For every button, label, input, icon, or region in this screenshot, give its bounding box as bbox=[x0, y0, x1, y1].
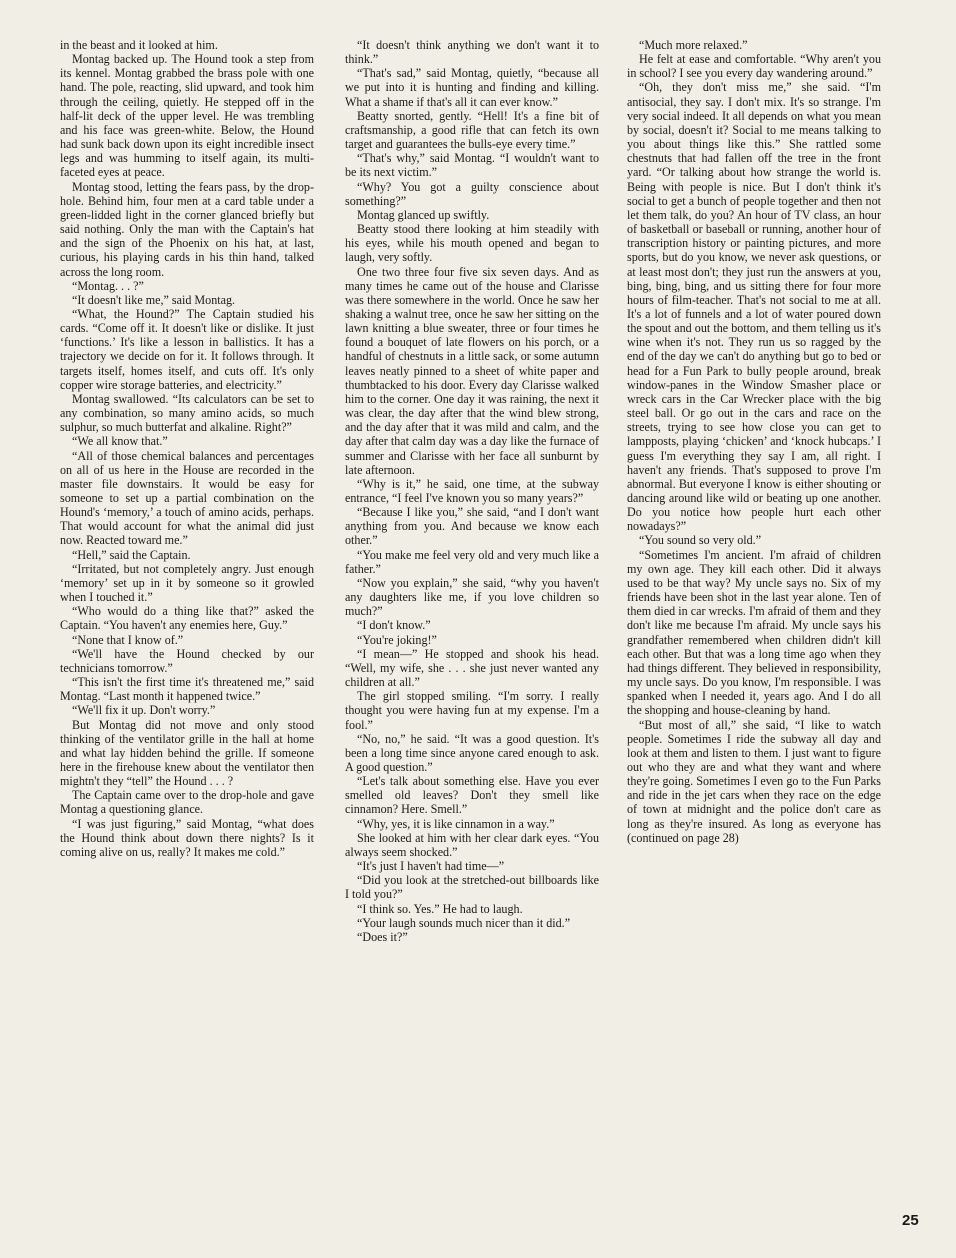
paragraph: “It doesn't like me,” said Montag. bbox=[72, 292, 236, 307]
paragraph: One two three four five six seven days. And as many times he came out of the house and Clarisse was there somewhere in the world. Once he saw her shaking a walnut tree, once he saw her sitting on the lawn knitting a blue sweater, three or four times he found a bouquet of late flowers on his porch, or a handful of chestnuts in a little sack, or some autumn leaves neatly pinned to a sheet of white paper and thumbtacked to his door. Every day Clarisse walked him to the corner. One day it was raining, the next it was clear, the day after that the wind blew strong, and the day after that it was mild and calm, and the day after that calm day was a day like the furnace of summer and Clarisse with her face all sunburnt by late afternoon. bbox=[345, 264, 599, 477]
paragraph: “What, the Hound?” The Captain studied his cards. “Come off it. It doesn't like or dislike. It just ‘functions.’ It's like a lesson in ballistics. It has a trajectory we decide on for it. It follows through. It targets itself, homes itself, and cuts off. It's only copper wire storage batteries, and electricity.” bbox=[60, 306, 314, 392]
paragraph: “Let's talk about something else. Have you ever smelled old leaves? Don't they smell like cinnamon? Here. Smell.” bbox=[345, 774, 599, 817]
paragraph: “I think so. Yes.” He had to laugh. bbox=[357, 901, 523, 916]
paragraph: “But most of all,” she said, “I like to watch people. Sometimes I ride the subway all day and look at them and listen to them. I just want to figure out who they are and what they want and where they're going. Sometimes I even go to the Fun Parks and ride in the jet cars when they race on the edge of town at midnight and the police don't care as long as they're insured. As long as everyone has (continued on page 28) bbox=[627, 717, 881, 845]
paragraph: Montag stood, letting the fears pass, by the drop-hole. Behind him, four men at a card table under a green-lidded light in the corner glanced briefly but said nothing. Only the man with the Captain's hat and the sign of the Phoenix on his hat, at last, curious, his playing cards in his thin hand, talked across the long room. bbox=[60, 179, 314, 279]
paragraph: “Because I like you,” she said, “and I don't want anything from you. And because we know each other.” bbox=[345, 505, 599, 548]
paragraph: “I was just figuring,” said Montag, “what does the Hound think about down there nights? Is it coming alive on us, really? It makes me cold.” bbox=[60, 816, 314, 859]
paragraph: Beatty snorted, gently. “Hell! It's a fine bit of craftsmanship, a good rifle that can fetch its own target and guarantees the bulls-eye every time.” bbox=[345, 108, 599, 152]
paragraph: “I mean—” He stopped and shook his head. “Well, my wife, she . . . she just never wanted any children at all.” bbox=[345, 646, 599, 690]
paragraph: “We all know that.” bbox=[72, 434, 168, 449]
paragraph: “Now you explain,” she said, “why you haven't any daughters like me, if you love children so much?” bbox=[345, 575, 599, 619]
paragraph: “We'll have the Hound checked by our technicians tomorrow.” bbox=[60, 646, 314, 675]
paragraph: “None that I know of.” bbox=[72, 632, 184, 647]
paragraph: The girl stopped smiling. “I'm sorry. I really thought you were having fun at my expense. I'm a fool.” bbox=[345, 689, 599, 732]
paragraph: Montag swallowed. “Its calculators can be set to any combination, so many amino acids, so much sulphur, so much butterfat and alkaline. Right?” bbox=[60, 391, 314, 435]
paragraph: Montag backed up. The Hound took a step from its kennel. Montag grabbed the brass pole with one hand. The pole, reacting, slid upward, and took him through the ceiling, quietly. He stepped off in the half-lit deck of the upper level. He was trembling and his face was green-white. Below, the Hound had sunk back down upon its eight incredible insect legs and was humming to itself again, its multi-faceted eyes at peace. bbox=[60, 52, 314, 180]
paragraph: “Why? You got a guilty conscience about something?” bbox=[345, 179, 599, 208]
paragraph: “Sometimes I'm ancient. I'm afraid of children my own age. They kill each other. Did it always used to be that way? My uncle says no. Six of my friends have been shot in the last year alone. Ten of them died in car wrecks. I'm afraid of them and they don't like me because I'm afraid. My uncle says his grandfather remembered when children didn't kill each other. But that was a long time ago when they had things different. They believed in responsibility, my uncle says. Do you know, I'm responsible. I was spanked when I needed it, years ago. And I do all the shopping and house-cleaning by hand. bbox=[627, 547, 881, 718]
paragraph: “No, no,” he said. “It was a good question. It's been a long time since anyone cared enough to ask. A good question.” bbox=[345, 731, 599, 774]
paragraph: “You're joking!” bbox=[357, 632, 437, 647]
paragraph: “You sound so very old.” bbox=[639, 533, 762, 548]
paragraph: “Montag. . . ?” bbox=[72, 278, 144, 293]
paragraph: She looked at him with her clear dark eyes. “You always seem shocked.” bbox=[345, 830, 599, 859]
paragraph: “It's just I haven't had time—” bbox=[357, 859, 505, 874]
paragraph: “You make me feel very old and very much like a father.” bbox=[345, 547, 599, 576]
paragraph: “I don't know.” bbox=[357, 618, 431, 633]
paragraph: Beatty stood there looking at him steadily with his eyes, while his mouth opened and began to laugh, very softly. bbox=[345, 222, 599, 265]
paragraph: “All of those chemical balances and percentages on all of us here in the House are recorded in the master file downstairs. It would be easy for someone to set up a partial combination on the Hound's ‘memory,’ a touch of amino acids, perhaps. That would account for what the animal did just now. Reacted toward me.” bbox=[60, 448, 314, 548]
paragraph: “Irritated, but not completely angry. Just enough ‘memory’ set up in it by someone so it growled when I touched it.” bbox=[60, 561, 314, 605]
text-column-3 bbox=[627, 38, 881, 845]
paragraph: “We'll fix it up. Don't worry.” bbox=[72, 703, 216, 718]
paragraph: “Why, yes, it is like cinnamon in a way.” bbox=[357, 816, 555, 831]
paragraph: “Hell,” said the Captain. bbox=[72, 547, 191, 562]
paragraph: “Who would do a thing like that?” asked the Captain. “You haven't any enemies here, Guy.” bbox=[60, 604, 314, 633]
paragraph: “That's sad,” said Montag, quietly, “because all we put into it is hunting and finding and killing. What a shame if that's all it can ever know.” bbox=[345, 66, 599, 109]
paragraph: “Does it?” bbox=[357, 929, 408, 944]
text-column-1 bbox=[60, 38, 314, 859]
paragraph: But Montag did not move and only stood thinking of the ventilator grille in the hall at home and what lay hidden behind the grille. If someone here in the firehouse knew about the ventilator then mightn't they “tell” the Hound . . . ? bbox=[60, 717, 314, 789]
paragraph: The Captain came over to the drop-hole and gave Montag a questioning glance. bbox=[60, 788, 314, 817]
paragraph: “Oh, they don't miss me,” she said. “I'm antisocial, they say. I don't mix. It's so strange. I'm very social indeed. It all depends on what you mean by social, doesn't it? Social to me means talking to you about things like this.” She rattled some chestnuts that had fallen off the tree in the front yard. “Or talking about how strange the world is. Being with people is nice. But I don't think it's social to get a bunch of people together and then not let them talk, do you? An hour of TV class, an hour of basketball or baseball or running, another hour of transcription history or painting pictures, and more sports, but do you know, we never ask questions, or at least most don't; they just run the answers at you, bing, bing, bing, and us sitting there for four more hours of film-teacher. That's not social to me at all. It's a lot of funnels and a lot of water poured down the spout and out the bottom, and them telling us it's wine when it's not. They run us so ragged by the end of the day we can't do anything but go to bed or head for a Fun Park to bully people around, break window-panes in the Window Smasher place or wreck cars in the Car Wrecker place with the big steel ball. Or go out in the cars and race on the streets, trying to see how close you can get to lampposts, playing ‘chicken’ and ‘knock hubcaps.’ I guess I'm everything they say I am, all right. I haven't any friends. That's supposed to prove I'm abnormal. But everyone I know is either shouting or dancing around like wild or beating up one another. Do you notice how people hurt each other nowadays?” bbox=[627, 80, 881, 534]
paragraph: “Did you look at the stretched-out billboards like I told you?” bbox=[345, 873, 599, 902]
paragraph: “Your laugh sounds much nicer than it did.” bbox=[357, 915, 571, 930]
paragraph: He felt at ease and comfortable. “Why aren't you in school? I see you every day wandering around.” bbox=[627, 52, 881, 81]
paragraph: “This isn't the first time it's threatened me,” said Montag. “Last month it happened twice.” bbox=[60, 675, 314, 704]
paragraph: “Why is it,” he said, one time, at the subway entrance, “I feel I've known you so many years?” bbox=[345, 476, 599, 505]
text-column-2 bbox=[345, 38, 599, 944]
paragraph: “Much more relaxed.” bbox=[639, 38, 748, 52]
paragraph: in the beast and it looked at him. bbox=[60, 38, 218, 52]
paragraph: Montag glanced up swiftly. bbox=[357, 207, 490, 222]
paragraph: “That's why,” said Montag. “I wouldn't want to be its next victim.” bbox=[345, 151, 599, 180]
page-number: 25 bbox=[902, 1212, 919, 1229]
paragraph: “It doesn't think anything we don't want it to think.” bbox=[345, 38, 599, 67]
